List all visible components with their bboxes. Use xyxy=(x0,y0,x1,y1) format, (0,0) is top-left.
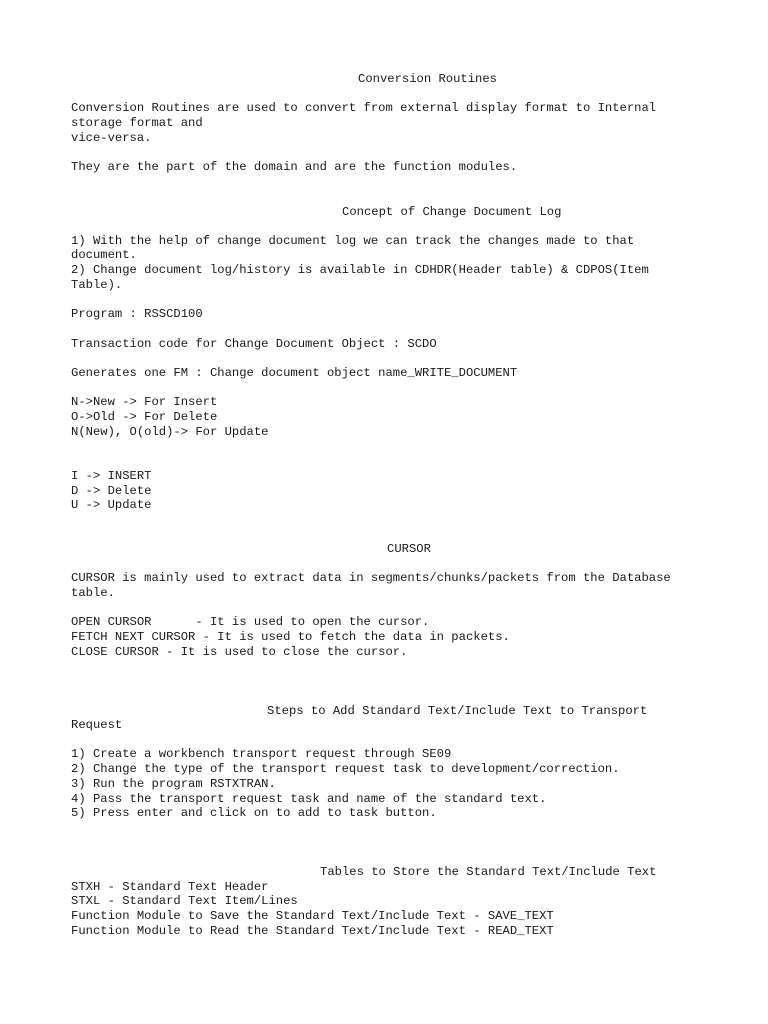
step-1: 1) Create a workbench transport request through SE09 xyxy=(71,747,452,761)
cursor-text-line-2: table. xyxy=(71,586,115,600)
change-log-line-4: Table). xyxy=(71,278,123,292)
transaction-code-line: Transaction code for Change Document Object : SCDO xyxy=(71,337,437,351)
program-line: Program : RSSCD100 xyxy=(71,307,203,321)
step-3: 3) Run the program RSTXTRAN. xyxy=(71,777,276,791)
cursor-close-line: CLOSE CURSOR - It is used to close the cursor. xyxy=(71,645,408,659)
change-log-line-3: 2) Change document log/history is available in CDHDR(Header table) & CDPOS(Item xyxy=(71,263,649,277)
step-5: 5) Press enter and click on to add to task button. xyxy=(71,806,437,820)
cursor-text-line-1: CURSOR is mainly used to extract data in segments/chunks/packets from the Database xyxy=(71,571,671,585)
conversion-text-line-1: Conversion Routines are used to convert from external display format to Internal xyxy=(71,101,657,115)
flag-line-update: N(New), O(old)-> For Update xyxy=(71,425,269,439)
change-log-line-1: 1) With the help of change document log we can track the changes made to that xyxy=(71,234,635,248)
fm-read-text-line: Function Module to Read the Standard Text/Include Text - READ_TEXT xyxy=(71,924,554,938)
heading-standard-text-tables: Tables to Store the Standard Text/Include Text xyxy=(320,865,657,879)
heading-standard-text-transport: Steps to Add Standard Text/Include Text to Transport xyxy=(267,704,648,718)
heading-conversion-routines: Conversion Routines xyxy=(358,72,497,86)
step-4: 4) Pass the transport request task and name of the standard text. xyxy=(71,792,547,806)
conversion-text-line-3: vice-versa. xyxy=(71,131,152,145)
flag-line-insert: N->New -> For Insert xyxy=(71,395,218,409)
indicator-line-delete: D -> Delete xyxy=(71,484,152,498)
fm-save-text-line: Function Module to Save the Standard Text/Include Text - SAVE_TEXT xyxy=(71,909,554,923)
heading-standard-text-transport-cont: Request xyxy=(71,718,123,732)
conversion-domain-line: They are the part of the domain and are the function modules. xyxy=(71,160,518,174)
cursor-open-line: OPEN CURSOR - It is used to open the cursor. xyxy=(71,615,430,629)
function-module-line: Generates one FM : Change document object name_WRITE_DOCUMENT xyxy=(71,366,518,380)
heading-change-document-log: Concept of Change Document Log xyxy=(342,205,562,219)
indicator-line-update: U -> Update xyxy=(71,498,152,512)
flag-line-delete: O->Old -> For Delete xyxy=(71,410,218,424)
change-log-line-2: document. xyxy=(71,248,137,262)
table-line-stxh: STXH - Standard Text Header xyxy=(71,880,269,894)
conversion-text-line-2: storage format and xyxy=(71,116,203,130)
heading-cursor: CURSOR xyxy=(387,542,431,556)
step-2: 2) Change the type of the transport request task to development/correction. xyxy=(71,762,620,776)
table-line-stxl: STXL - Standard Text Item/Lines xyxy=(71,894,298,908)
indicator-line-insert: I -> INSERT xyxy=(71,469,152,483)
cursor-fetch-line: FETCH NEXT CURSOR - It is used to fetch the data in packets. xyxy=(71,630,510,644)
